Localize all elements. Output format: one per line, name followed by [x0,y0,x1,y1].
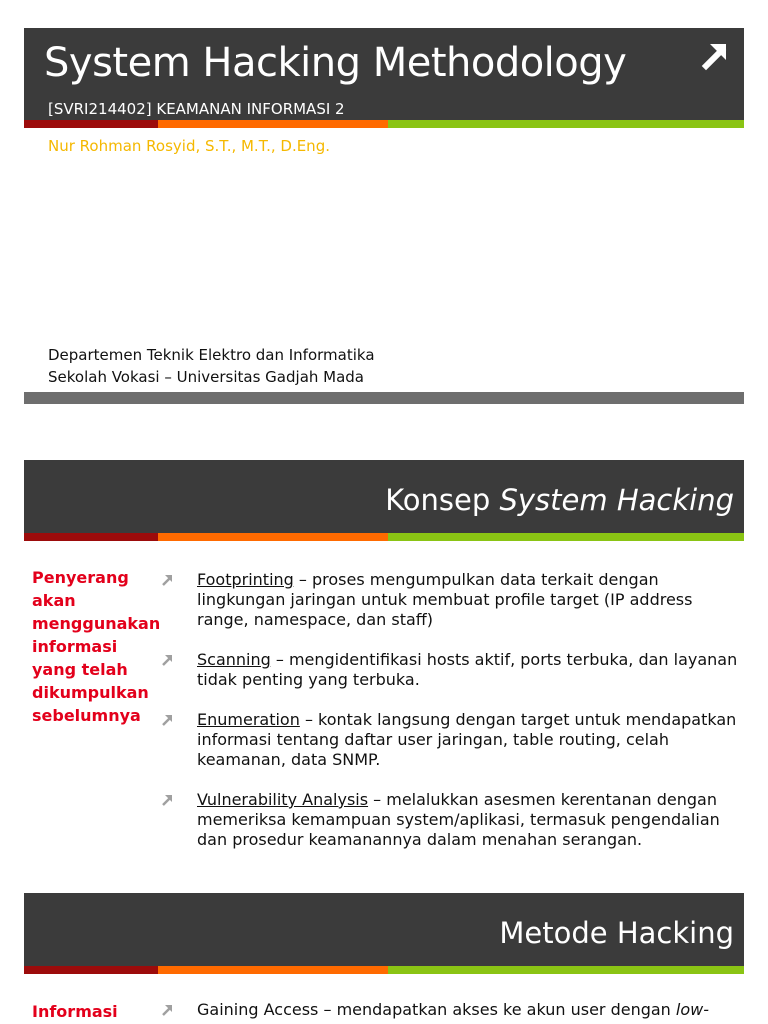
course-code: [SVRI214402] KEAMANAN INFORMASI 2 [48,100,345,118]
list-item [160,650,740,690]
side-note: Penyerang akan menggunakan informasi yang telah dikumpulkan sebelumnya [32,568,161,725]
bullet-list [160,1000,740,1020]
list-item [160,1000,740,1020]
bullet-arrow-icon [160,573,174,587]
university-line: Sekolah Vokasi – Universitas Gadjah Mada [48,368,365,386]
bullet-list [160,570,740,850]
slide-footer-bar [24,392,744,404]
arrow-up-right-icon [698,38,732,72]
side-note: Informasi [32,1002,118,1021]
presentation-title: System Hacking Methodology [44,40,627,86]
bullet-italic: low- [675,1000,709,1019]
slide-3-banner [24,893,744,966]
slide-3-title: Metode Hacking [499,916,734,950]
bullet-term: Vulnerability Analysis [197,790,369,809]
department-info [48,344,375,388]
slide-2-banner [24,460,744,533]
bullet-arrow-icon [160,653,174,667]
bullet-text: – kontak langsung dengan target untuk mendapatkan informasi tentang daftar user jaringan, table routing, celah keamanan, data SNMP. [197,710,737,769]
title-banner [24,28,744,120]
color-stripe [24,120,744,128]
bullet-text: – melalukkan asesmen kerentanan dengan memeriksa kemampuan system/aplikasi, termasuk pengendalian dan prosedur keamanannya dalam menahan serangan. [197,790,720,849]
list-item [160,570,740,630]
bullet-arrow-icon [160,713,174,727]
bullet-arrow-icon [160,1003,174,1017]
title-plain: Konsep [385,483,500,517]
slide-2-title [385,483,734,517]
color-stripe [24,966,744,974]
list-item [160,710,740,770]
bullet-text: – proses mengumpulkan data terkait dengan lingkungan jaringan untuk membuat profile target (IP address range, namespace, dan staff) [197,570,693,629]
bullet-term: Scanning [197,650,271,669]
bullet-text: Gaining Access – mendapatkan akses ke akun user dengan [197,1000,676,1019]
department-line: Departemen Teknik Elektro dan Informatika [48,346,375,364]
bullet-text: – mengidentifikasi hosts aktif, ports terbuka, dan layanan tidak penting yang terbuka. [197,650,738,689]
bullet-term: Enumeration [197,710,300,729]
color-stripe [24,533,744,541]
title-italic: System Hacking [499,483,734,517]
list-item [160,790,740,850]
bullet-arrow-icon [160,793,174,807]
bullet-term: Footprinting [197,570,294,589]
author-name: Nur Rohman Rosyid, S.T., M.T., D.Eng. [48,137,330,155]
